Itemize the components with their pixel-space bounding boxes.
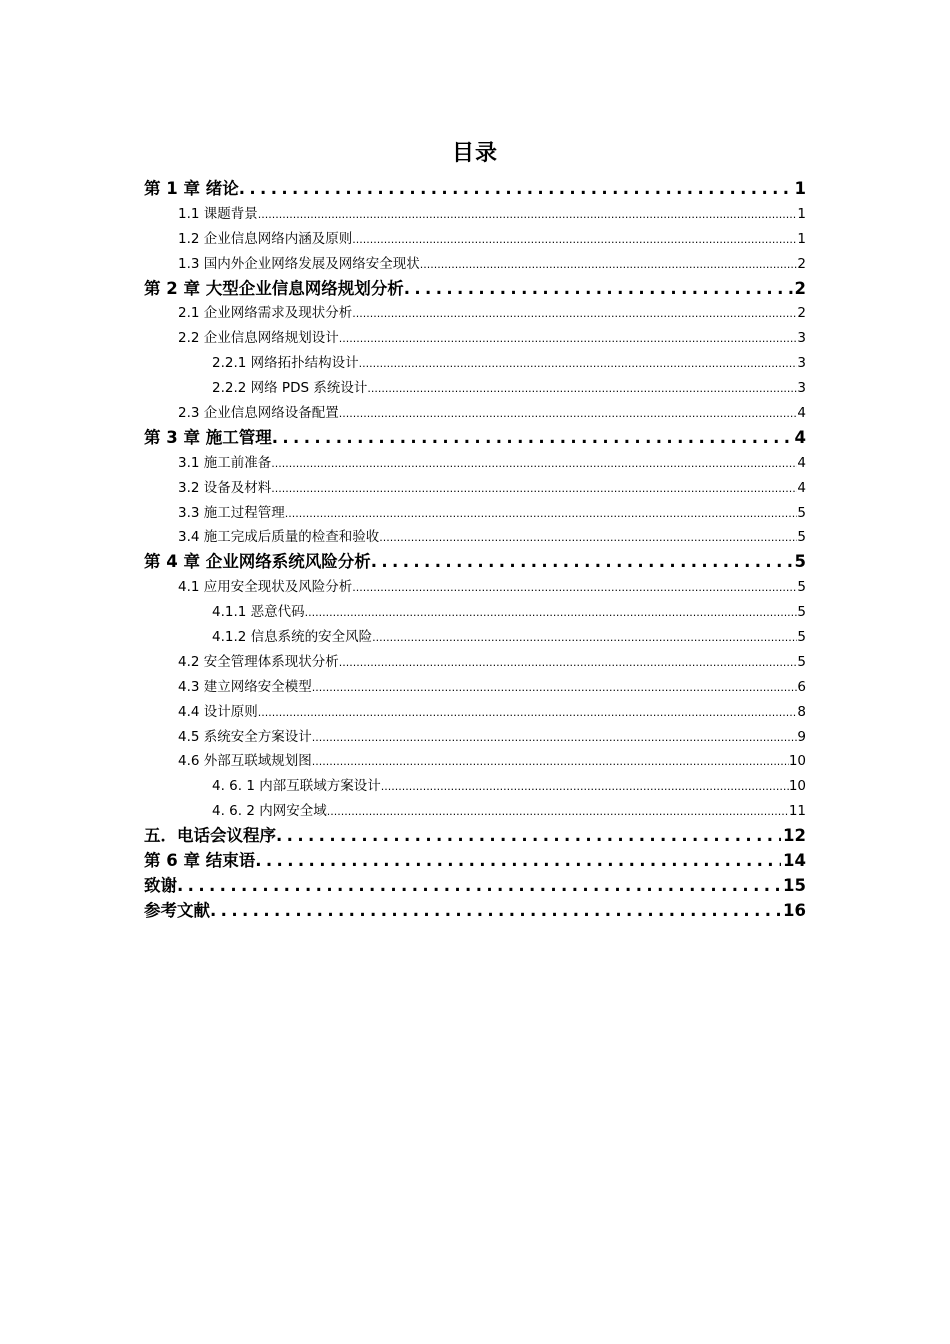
toc-dot-leader — [312, 675, 798, 701]
toc-page-number: 9 — [797, 728, 806, 745]
toc-page-number: 1 — [797, 205, 806, 222]
toc-section-entry[interactable] — [144, 525, 806, 550]
toc-dot-leader — [381, 774, 789, 800]
toc-entry-label: 2.2.1 网络拓扑结构设计 — [212, 355, 359, 372]
toc-dot-leader — [352, 575, 797, 601]
toc-section-entry[interactable] — [144, 700, 806, 725]
toc-section-entry[interactable] — [144, 675, 806, 700]
toc-entry-label: 3.2 设备及材料 — [178, 479, 272, 496]
toc-entry-label: 2.1 企业网络需求及现状分析 — [178, 305, 353, 322]
toc-dot-leader — [255, 849, 781, 874]
toc-dot-leader — [404, 277, 793, 302]
toc-section-entry[interactable] — [144, 401, 806, 426]
toc-chapter-entry[interactable] — [144, 550, 806, 575]
toc-page-number: 14 — [783, 851, 806, 871]
toc-page-number: 4 — [797, 454, 806, 471]
toc-entry-label: 4.3 建立网络安全模型 — [178, 678, 312, 695]
toc-section-entry[interactable] — [144, 202, 806, 227]
toc-dot-leader — [312, 725, 798, 751]
toc-entry-label: 4.2 安全管理体系现状分析 — [178, 653, 339, 670]
toc-page-number: 2 — [797, 255, 806, 272]
toc-page-number: 1 — [797, 230, 806, 247]
toc-page-number: 5 — [797, 529, 806, 546]
toc-dot-leader — [420, 252, 798, 278]
toc-entry-label: 4.1 应用安全现状及风险分析 — [178, 579, 353, 596]
toc-page-number: 16 — [783, 900, 806, 920]
toc-entry-label: 3.1 施工前准备 — [178, 454, 272, 471]
toc-entry-label: 4.6 外部互联域规划图 — [178, 753, 312, 770]
toc-entry-label: 第 1 章 绪论 — [144, 179, 239, 198]
toc-section-entry[interactable] — [144, 600, 806, 625]
toc-entry-label: 1.2 企业信息网络内涵及原则 — [178, 230, 353, 247]
toc-dot-leader — [271, 451, 797, 477]
toc-entry-label: 五．电话会议程序 — [144, 826, 276, 846]
toc-dot-leader — [367, 376, 797, 402]
toc-section-entry[interactable] — [144, 625, 806, 650]
toc-section-entry[interactable] — [144, 774, 806, 799]
toc-entry-label: 3.3 施工过程管理 — [178, 504, 285, 521]
toc-entry-label: 2.2 企业信息网络规划设计 — [178, 330, 339, 347]
toc-page-number: 10 — [788, 753, 806, 770]
toc-dot-leader — [285, 501, 798, 527]
toc-entry-label: 2.2.2 网络 PDS 系统设计 — [212, 380, 368, 397]
toc-entry-label: 2.3 企业信息网络设备配置 — [178, 405, 339, 422]
toc-dot-leader — [372, 625, 797, 651]
toc-page-number: 3 — [797, 355, 806, 372]
toc-dot-leader — [352, 301, 797, 327]
toc-section-entry[interactable] — [144, 501, 806, 526]
toc-entry-label: 第 2 章 大型企业信息网络规划分析 — [144, 278, 404, 298]
toc-entry-label: 3.4 施工完成后质量的检查和验收 — [178, 529, 380, 546]
toc-section-entry[interactable] — [144, 351, 806, 376]
toc-section-entry[interactable] — [144, 301, 806, 326]
toc-dot-leader — [177, 874, 781, 899]
toc-page-number: 8 — [797, 703, 806, 720]
toc-chapter-entry[interactable] — [144, 426, 806, 451]
toc-dot-leader — [258, 700, 798, 726]
toc-dot-leader — [379, 525, 797, 551]
toc-dot-leader — [359, 351, 798, 377]
toc-entry-label: 4.4 设计原则 — [178, 703, 258, 720]
toc-dot-leader — [239, 177, 793, 202]
toc-dot-leader — [272, 426, 793, 451]
toc-page-number: 1 — [794, 179, 806, 198]
toc-dot-leader — [258, 202, 798, 228]
toc-section-entry[interactable] — [144, 749, 806, 774]
toc-section-entry[interactable] — [144, 725, 806, 750]
toc-page-number: 3 — [797, 380, 806, 397]
toc-section-entry[interactable] — [144, 451, 806, 476]
toc-page-number: 5 — [797, 604, 806, 621]
toc-section-entry[interactable] — [144, 252, 806, 277]
toc-section-entry[interactable] — [144, 326, 806, 351]
toc-dot-leader — [339, 650, 798, 676]
toc-dot-leader — [327, 799, 789, 825]
toc-section-entry[interactable] — [144, 650, 806, 675]
toc-page-number: 4 — [794, 427, 806, 447]
toc-entry-label: 4.5 系统安全方案设计 — [178, 728, 312, 745]
toc-entry-label: 4.1.2 信息系统的安全风险 — [212, 629, 373, 646]
toc-page-number: 4 — [797, 405, 806, 422]
toc-page-number: 5 — [797, 504, 806, 521]
toc-dot-leader — [352, 227, 797, 253]
toc-section-entry[interactable] — [144, 476, 806, 501]
toc-entry-label: 4. 6. 2 内网安全域 — [212, 803, 327, 820]
toc-page-number: 5 — [797, 629, 806, 646]
toc-entry-label: 第 3 章 施工管理 — [144, 427, 272, 447]
toc-dot-leader — [339, 326, 798, 352]
toc-dot-leader — [312, 749, 789, 775]
toc-page-number: 5 — [794, 552, 806, 572]
toc-entry-label: 1.3 国内外企业网络发展及网络安全现状 — [178, 255, 420, 272]
toc-section-entry[interactable] — [144, 227, 806, 252]
toc-dot-leader — [276, 824, 781, 849]
toc-dot-leader — [210, 899, 781, 924]
toc-chapter-entry[interactable] — [144, 824, 806, 849]
toc-page-number: 3 — [797, 330, 806, 347]
toc-chapter-entry[interactable] — [144, 177, 806, 202]
toc-page-number: 12 — [783, 826, 806, 846]
toc-entry-label: 第 6 章 结束语 — [144, 851, 256, 871]
toc-page-number: 4 — [797, 479, 806, 496]
toc-entry-label: 4.1.1 恶意代码 — [212, 604, 305, 621]
toc-entry-label: 1.1 课题背景 — [178, 205, 258, 222]
toc-page-number: 2 — [794, 278, 806, 298]
toc-entry-label: 致谢 — [144, 875, 177, 895]
toc-page-number: 6 — [797, 678, 806, 695]
toc-chapter-entry[interactable] — [144, 277, 806, 302]
toc-page-number: 2 — [797, 305, 806, 322]
toc-entry-label: 第 4 章 企业网络系统风险分析 — [144, 552, 371, 572]
toc-entry-label: 参考文献 — [144, 900, 210, 920]
toc-section-entry[interactable] — [144, 799, 806, 824]
toc-chapter-entry[interactable] — [144, 849, 806, 874]
toc-title: 目录 — [451, 141, 498, 166]
toc-entry-label: 4. 6. 1 内部互联域方案设计 — [212, 778, 381, 795]
toc-page-number: 5 — [797, 579, 806, 596]
toc-page-number: 10 — [788, 778, 806, 795]
toc-dot-leader — [371, 550, 793, 575]
toc-chapter-entry[interactable] — [144, 899, 806, 924]
toc-dot-leader — [339, 401, 798, 427]
toc-dot-leader — [305, 600, 798, 626]
toc-section-entry[interactable] — [144, 376, 806, 401]
toc-dot-leader — [271, 476, 797, 502]
toc-page-number: 11 — [788, 803, 806, 820]
toc-section-entry[interactable] — [144, 575, 806, 600]
table-of-contents — [144, 177, 806, 924]
toc-page-number: 5 — [797, 653, 806, 670]
toc-chapter-entry[interactable] — [144, 874, 806, 899]
toc-page-number: 15 — [783, 875, 806, 895]
